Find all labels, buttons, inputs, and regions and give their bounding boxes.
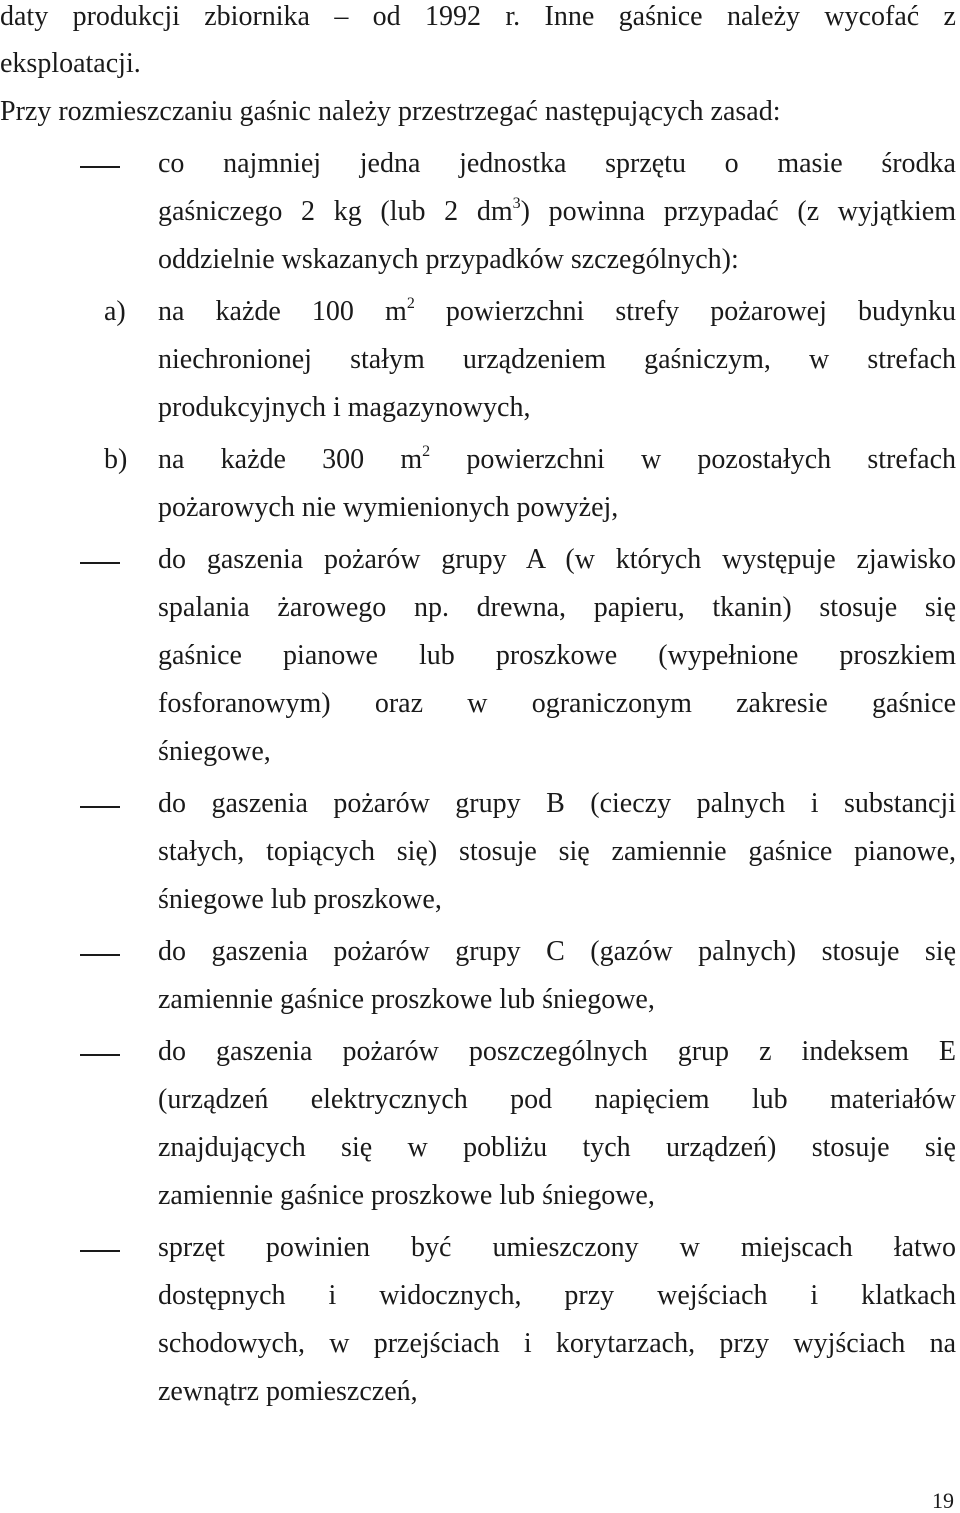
sub-b-line-2: pożarowych nie wymienionych powyżej, [158,492,619,523]
item6-line-4: zewnątrz pomieszczeń, [158,1376,418,1407]
item3-line-2: stałych, topiących się) stosuje się zamiennie gaśnice pianowe, [158,836,956,867]
sub-a-line-1: na każde 100 $m^2$ powierzchni strefy pożarowej budynku [158,295,956,327]
item3-line-3: śniegowe lub proszkowe, [158,884,442,915]
item2-line-5: śniegowe, [158,736,271,767]
item5-line-3: znajdujących się w pobliżu tych urządzeń) stosuje się [158,1132,956,1163]
item4-line-2: zamiennie gaśnice proszkowe lub śniegowe, [158,984,655,1015]
item3-line-1: do gaszenia pożarów grupy B (cieczy palnych i substancji [158,788,956,819]
item2-line-3: gaśnice pianowe lub proszkowe (wypełnione proszkiem [158,640,956,671]
item6-line-3: schodowych, w przejściach i korytarzach, przy wyjściach na [158,1328,956,1359]
item2-line-2: spalania żarowego np. drewna, papieru, tkanin) stosuje się [158,592,956,623]
bullet-dash [80,954,120,956]
item2-line-1: do gaszenia pożarów grupy A (w których występuje zjawisko [158,544,956,575]
item6-line-1: sprzęt powinien być umieszczony w miejscach łatwo [158,1232,956,1263]
item5-line-4: zamiennie gaśnice proszkowe lub śniegowe, [158,1180,655,1211]
sub-a-line-2: niechronionej stałym urządzeniem gaśniczym, w strefach [158,344,956,375]
item2-line-4: fosforanowym) oraz w ograniczonym zakresie gaśnice [158,688,956,719]
bullet-dash [80,1250,120,1252]
item5-line-1: do gaszenia pożarów poszczególnych grup z indeksem E [158,1036,956,1067]
item1-line-1: co najmniej jedna jednostka sprzętu o masie środka [158,148,956,179]
item1-line-3: oddzielnie wskazanych przypadków szczególnych): [158,244,739,275]
rules-heading: Przy rozmieszczaniu gaśnic należy przestrzegać następujących zasad: [0,96,781,127]
intro-line-2: eksploatacji. [0,48,141,79]
sub-b-line-1: na każde 300 $m^2$ powierzchni w pozostałych strefach [158,443,956,475]
intro-line-1: daty produkcji zbiornika – od 1992 r. Inne gaśnice należy wycofać z [0,1,956,32]
item6-line-2: dostępnych i widocznych, przy wejściach i klatkach [158,1280,956,1311]
sub-label-a: a) [104,296,126,327]
bullet-dash [80,166,120,168]
item5-line-2: (urządzeń elektrycznych pod napięciem lub materiałów [158,1084,956,1115]
sub-a-line-3: produkcyjnych i magazynowych, [158,392,531,423]
item1-line-2: gaśniczego 2 kg (lub 2 $dm^3$) powinna przypadać (z wyjątkiem [158,195,957,227]
item4-line-1: do gaszenia pożarów grupy C (gazów palnych) stosuje się [158,936,956,967]
page-number: 19 [932,1488,954,1513]
bullet-dash [80,806,120,808]
sub-label-b: b) [104,444,128,475]
bullet-dash [80,1054,120,1056]
bullet-dash [80,562,120,564]
